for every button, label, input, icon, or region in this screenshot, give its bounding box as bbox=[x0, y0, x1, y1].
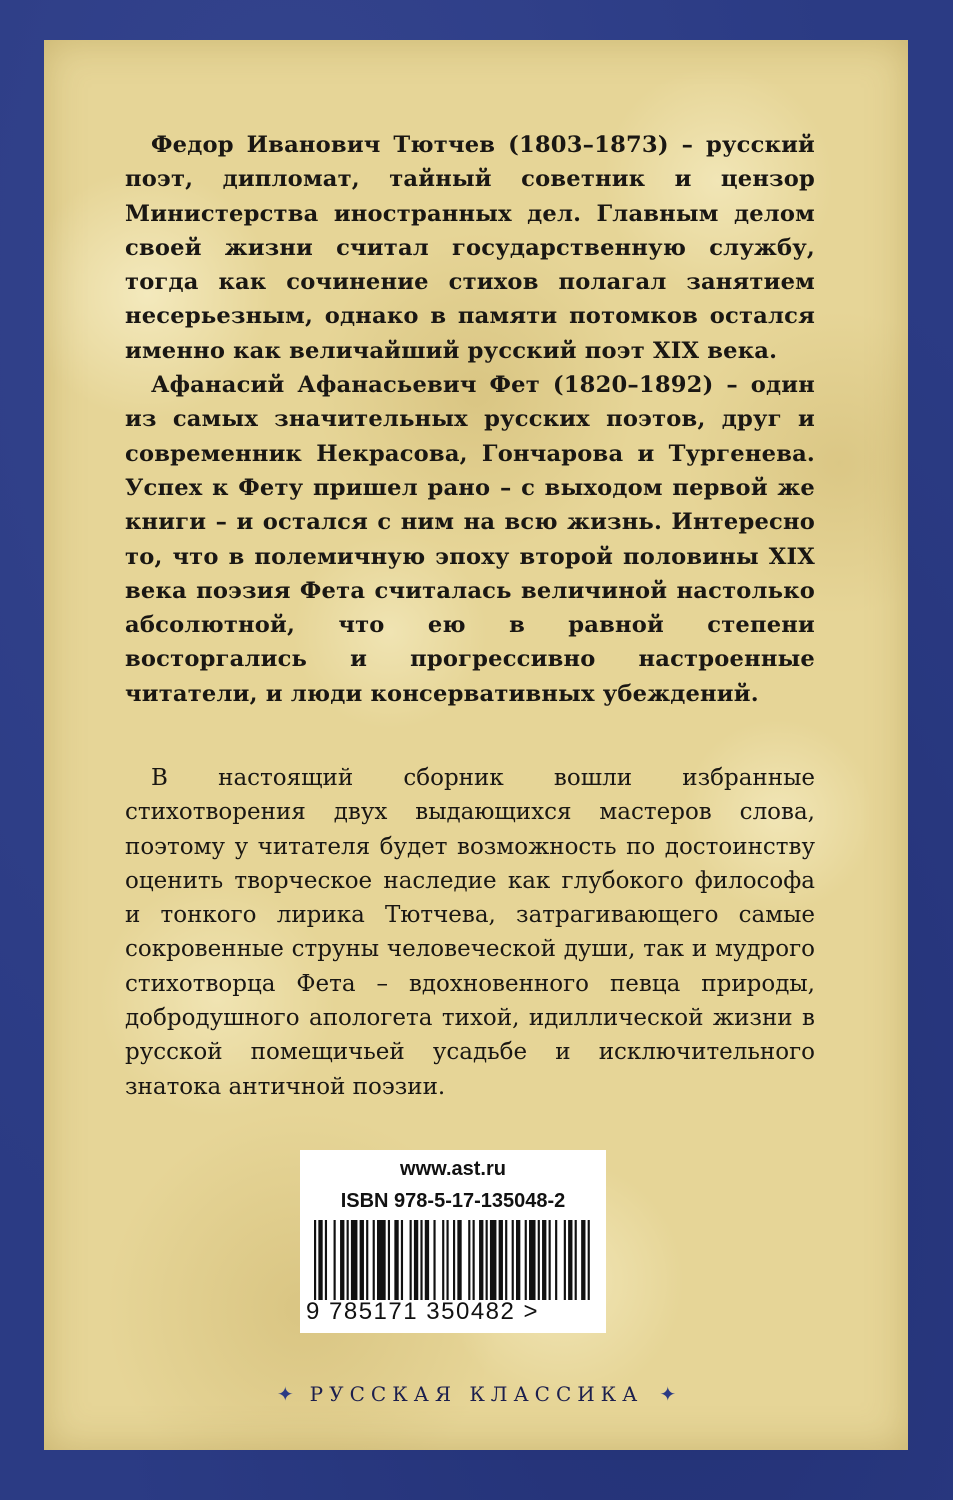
barcode-bar bbox=[588, 1220, 590, 1300]
publisher-url: www.ast.ru bbox=[400, 1158, 506, 1180]
barcode-bar bbox=[549, 1220, 551, 1300]
barcode-bar bbox=[388, 1220, 390, 1300]
diamond-ornament-icon: ✦ bbox=[659, 1382, 677, 1406]
barcode-bar bbox=[377, 1220, 386, 1300]
collection-description bbox=[125, 761, 815, 1104]
barcode-bar bbox=[410, 1220, 412, 1300]
barcode-bar bbox=[325, 1220, 327, 1300]
barcode-bar bbox=[360, 1220, 364, 1300]
barcode-bar bbox=[473, 1220, 475, 1300]
barcode-bar bbox=[516, 1220, 520, 1300]
barcode-bar bbox=[318, 1220, 322, 1300]
barcode-bar bbox=[486, 1220, 488, 1300]
barcode-digits: 9 785171 350482 > bbox=[306, 1298, 540, 1325]
barcode-bar bbox=[542, 1220, 546, 1300]
barcode-bar bbox=[401, 1220, 403, 1300]
barcode-bar bbox=[394, 1220, 398, 1300]
barcode-bar bbox=[568, 1220, 572, 1300]
barcode-bar bbox=[512, 1220, 514, 1300]
authors-bio bbox=[125, 128, 815, 711]
barcode-bar bbox=[457, 1220, 461, 1300]
barcode-bar bbox=[442, 1220, 444, 1300]
isbn-box bbox=[300, 1150, 606, 1333]
barcode-bar bbox=[575, 1220, 577, 1300]
isbn-number: ISBN 978-5-17-135048-2 bbox=[340, 1190, 566, 1212]
barcode-bar bbox=[373, 1220, 375, 1300]
barcode-bar bbox=[499, 1220, 503, 1300]
barcode-bar bbox=[453, 1220, 455, 1300]
barcode-bar bbox=[468, 1220, 470, 1300]
barcode-bar bbox=[433, 1220, 435, 1300]
barcode-bar bbox=[538, 1220, 540, 1300]
bio-fet: Афанасий Афанасьевич Фет (1820–1892) – один из самых значительных русских поэтов, друг и современник Некрасова, Гончарова и Тургенева. Успех к Фету пришел рано – с выходом первой же книги – и остался с ним на всю жизнь. Интересно то, что в полемичную эпоху второй половины XIX века поэзия Фета считалась величиной настолько абсолютной, что ею в равной степени восторгались и прогрессивно настроенные читатели, и люди консервативных убеждений. bbox=[125, 372, 815, 707]
barcode-bar bbox=[420, 1220, 422, 1300]
about-text: В настоящий сборник вошли избранные стихотворения двух выдающихся мастеров слова, поэтому у читателя будет возможность по достоинству оценить творческое наследие как глубокого философа и тонкого лирика Тютчева, затрагивающего самые сокровенные струны человеческой души, так и мудрого стихотворца Фета – вдохновенного певца природы, добродушного апологета тихой, идиллической жизни в русской помещичьей усадьбе и исключительного знатока античной поэзии. bbox=[125, 765, 815, 1100]
barcode-bar bbox=[351, 1220, 358, 1300]
barcode-bar bbox=[366, 1220, 368, 1300]
barcode-bar bbox=[347, 1220, 349, 1300]
barcode-bar bbox=[414, 1220, 418, 1300]
barcode-bar bbox=[314, 1220, 316, 1300]
barcode-bar bbox=[505, 1220, 507, 1300]
barcode-bar bbox=[479, 1220, 483, 1300]
barcode-bar bbox=[490, 1220, 497, 1300]
barcode-bar bbox=[529, 1220, 536, 1300]
series-banner bbox=[200, 1377, 753, 1411]
series-title: РУССКАЯ КЛАССИКА bbox=[309, 1382, 644, 1406]
barcode-bar bbox=[340, 1220, 344, 1300]
bio-tyutchev: Федор Иванович Тютчев (1803–1873) – русский поэт, дипломат, тайный советник и цензор Министерства иностранных дел. Главным делом своей жизни считал государственную службу, тогда как сочинение стихов полагал занятием несерьезным, однако в памяти потомков остался именно как величайший русский поэт XIX века. bbox=[125, 132, 815, 364]
barcode-bar bbox=[446, 1220, 448, 1300]
barcode-bar bbox=[564, 1220, 566, 1300]
barcode-bar bbox=[581, 1220, 585, 1300]
diamond-ornament-icon: ✦ bbox=[276, 1382, 294, 1406]
barcode-bar bbox=[425, 1220, 429, 1300]
barcode-bar bbox=[334, 1220, 336, 1300]
barcode-bar bbox=[525, 1220, 527, 1300]
barcode bbox=[314, 1220, 592, 1300]
barcode-bar bbox=[555, 1220, 557, 1300]
